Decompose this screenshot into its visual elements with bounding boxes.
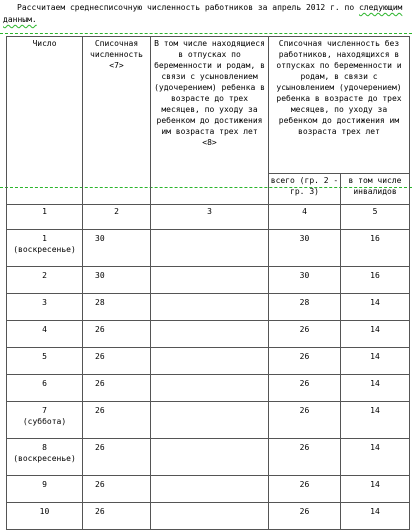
day-number: 5 — [42, 352, 47, 361]
on-leave-cell — [151, 476, 269, 503]
headcount-cell: 26 — [83, 503, 151, 530]
day-cell — [7, 230, 83, 267]
on-leave-cell — [151, 348, 269, 375]
day-cell — [7, 439, 83, 476]
headcount-cell: 26 — [83, 402, 151, 439]
on-leave-cell — [151, 294, 269, 321]
headcount-cell: 26 — [83, 321, 151, 348]
day-cell — [7, 503, 83, 530]
table-row — [7, 294, 410, 321]
headcount-table — [6, 36, 410, 530]
total-cell: 26 — [269, 439, 341, 476]
on-leave-cell — [151, 267, 269, 294]
intro-paragraph — [3, 2, 411, 26]
on-leave-cell — [151, 230, 269, 267]
day-number: 1 — [42, 234, 47, 243]
table-row — [7, 348, 410, 375]
total-cell: 26 — [269, 348, 341, 375]
day-cell — [7, 402, 83, 439]
column-number: 4 — [269, 205, 341, 230]
table-row — [7, 375, 410, 402]
headcount-cell: 26 — [83, 476, 151, 503]
header-disabled: в том числе инвалидов — [341, 174, 410, 205]
table-row — [7, 230, 410, 267]
header-on-leave: В том числе находящиеся в отпусках по беременности и родам, в связи с усыновлением (удочерением) ребенка в возрасте до трех месяцев, по уходу за ребенком до достижения им возраста трех лет <8> — [151, 37, 269, 205]
day-number: 2 — [42, 271, 47, 280]
disabled-cell: 14 — [341, 294, 410, 321]
day-cell — [7, 294, 83, 321]
header-headcount: Списочная численность <7> — [83, 37, 151, 205]
day-note: (суббота) — [22, 417, 67, 426]
page-boundary-top — [0, 33, 412, 34]
day-cell — [7, 321, 83, 348]
day-number: 6 — [42, 379, 47, 388]
table-row — [7, 503, 410, 530]
disabled-cell: 14 — [341, 503, 410, 530]
day-number: 7 — [42, 406, 47, 415]
total-cell: 26 — [269, 321, 341, 348]
headcount-cell: 30 — [83, 230, 151, 267]
table-row — [7, 267, 410, 294]
total-cell: 28 — [269, 294, 341, 321]
headcount-cell: 26 — [83, 348, 151, 375]
day-cell — [7, 348, 83, 375]
disabled-cell: 14 — [341, 402, 410, 439]
day-cell — [7, 375, 83, 402]
disabled-cell: 14 — [341, 321, 410, 348]
total-cell: 26 — [269, 375, 341, 402]
disabled-cell: 14 — [341, 375, 410, 402]
on-leave-cell — [151, 402, 269, 439]
column-number: 1 — [7, 205, 83, 230]
intro-line-2: следующим данным. — [3, 3, 403, 24]
total-cell: 26 — [269, 476, 341, 503]
total-cell: 30 — [269, 267, 341, 294]
day-number: 4 — [42, 325, 47, 334]
column-number: 5 — [341, 205, 410, 230]
day-number: 9 — [42, 480, 47, 489]
header-headcount-excluding-leave: Списочная численность без работников, находящихся в отпусках по беременности и родам, в связи с усыновлением (удочерением) ребенка в возрасте до трех месяцев, по уходу за ребенком до достижения им возраста трех лет — [269, 37, 410, 174]
header-day: Число — [7, 37, 83, 205]
headcount-cell: 28 — [83, 294, 151, 321]
day-number: 8 — [42, 443, 47, 452]
table-row — [7, 476, 410, 503]
day-cell — [7, 476, 83, 503]
headcount-cell: 30 — [83, 267, 151, 294]
table-row — [7, 321, 410, 348]
on-leave-cell — [151, 503, 269, 530]
disabled-cell: 14 — [341, 439, 410, 476]
total-cell: 26 — [269, 402, 341, 439]
day-note: (воскресенье) — [13, 245, 76, 254]
on-leave-cell — [151, 439, 269, 476]
total-cell: 26 — [269, 503, 341, 530]
intro-line-1: Рассчитаем среднесписочную численность работников за апрель 2012 г. по — [17, 3, 355, 12]
disabled-cell: 14 — [341, 476, 410, 503]
day-cell — [7, 267, 83, 294]
total-cell: 30 — [269, 230, 341, 267]
disabled-cell: 16 — [341, 267, 410, 294]
day-number: 3 — [42, 298, 47, 307]
table-row — [7, 439, 410, 476]
column-number: 2 — [83, 205, 151, 230]
table-row — [7, 402, 410, 439]
on-leave-cell — [151, 321, 269, 348]
column-number: 3 — [151, 205, 269, 230]
disabled-cell: 14 — [341, 348, 410, 375]
on-leave-cell — [151, 375, 269, 402]
disabled-cell: 16 — [341, 230, 410, 267]
headcount-cell: 26 — [83, 375, 151, 402]
column-numbers-row — [7, 205, 410, 230]
headcount-cell: 26 — [83, 439, 151, 476]
header-total: всего (гр. 2 - гр. 3) — [269, 174, 341, 205]
day-note: (воскресенье) — [13, 454, 76, 463]
day-number: 10 — [39, 507, 50, 516]
